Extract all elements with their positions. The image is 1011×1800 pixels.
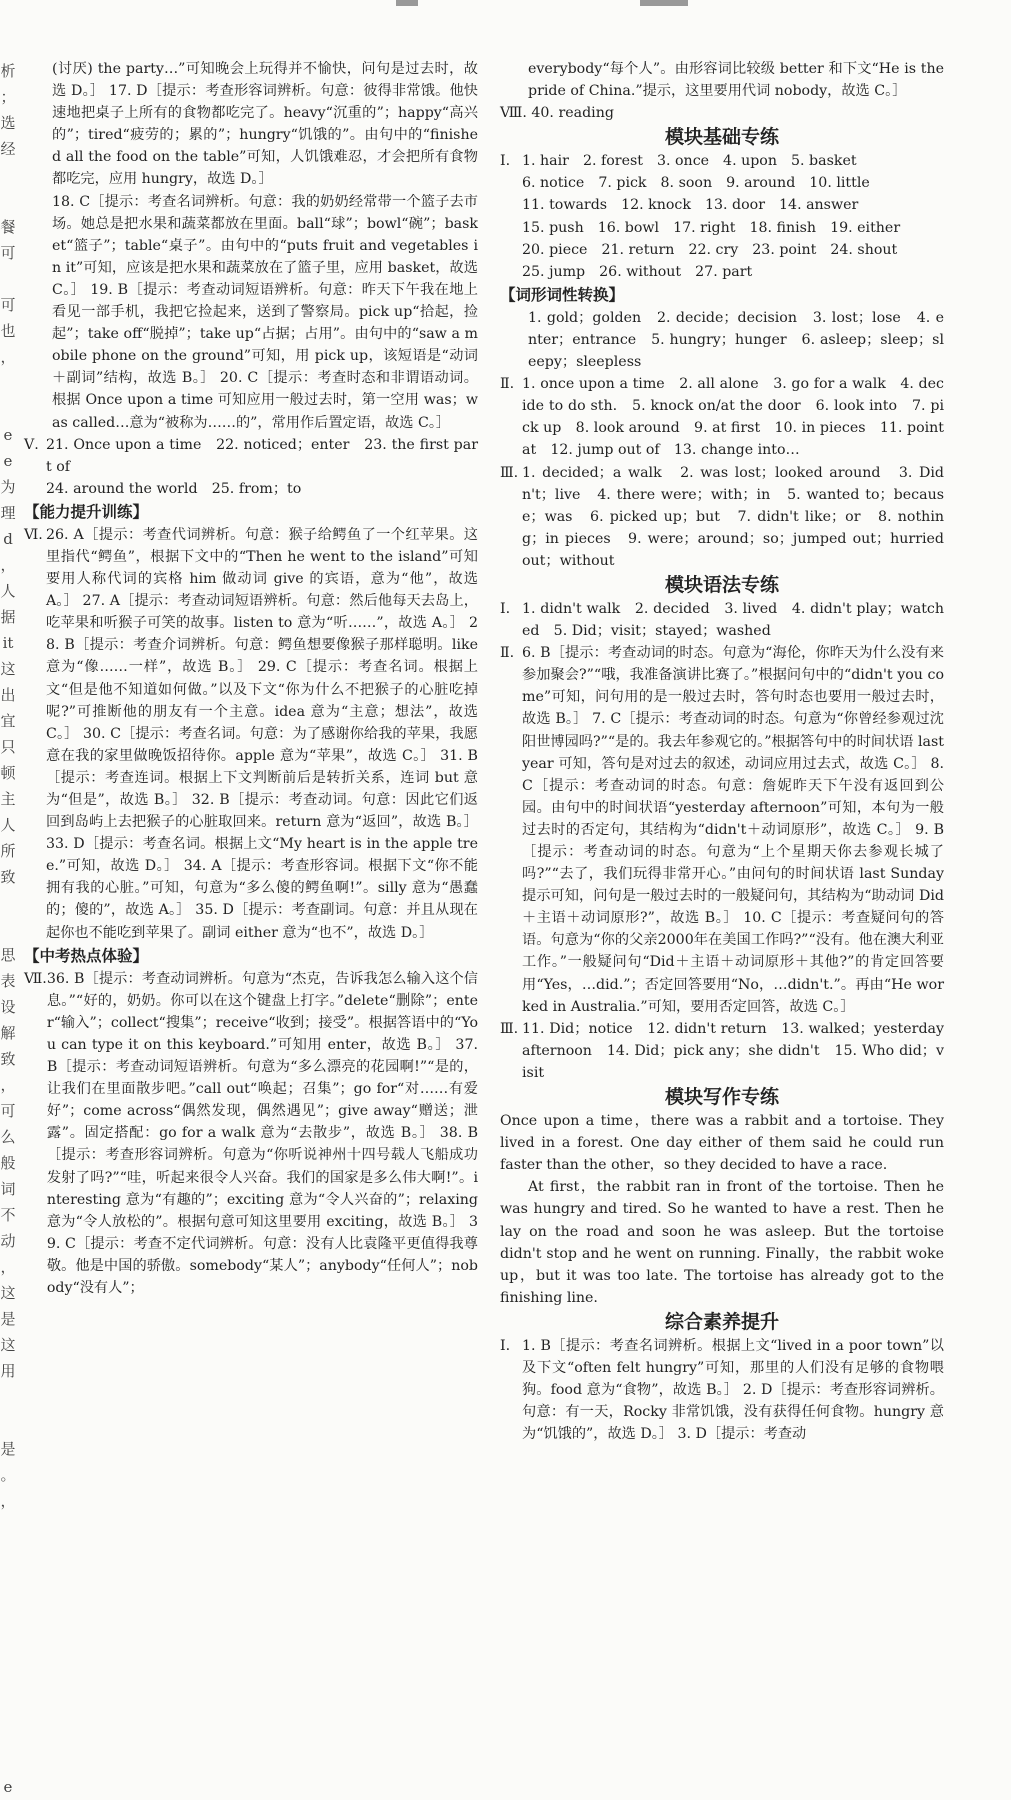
section-number: Ⅰ. [500,600,511,617]
edge-fragment: 动 [0,1232,16,1250]
vocab-item: 18. finish [749,219,817,236]
section-number: Ⅱ. [500,645,515,662]
vocab-item: 3. once [656,153,710,170]
vocab-item: 15. push [522,219,584,236]
edge-fragment [0,396,16,422]
answer-paragraph: (讨厌) the party…”可知晚会上玩得并不愉快，问句是过去时，故选 D。］ 17. D［提示：考查形容词辨析。句意：彼得非常饿。他快速地把桌子上所有的食物都吃完了。heavy“沉重的”；happy“高兴的”；tired“疲劳的；累的”；hungry“饥饿的”。由句中的“finished all the food on the table”可知，人饥饿难忍，才会把所有食物都吃完，应用 hungry，故选 D。］ [52,61,478,188]
edge-fragment: 用 [0,1362,16,1380]
section-heading: 【词形词性转换】 [500,284,625,304]
section-title: 综合素养提升 [664,1310,779,1333]
vocab-item: 2. forest [582,153,643,170]
edge-fragment: 理 [0,504,16,522]
vocab-item: 22. cry [688,241,739,258]
edge-fragment [0,188,16,214]
edge-fragment: 设 [0,998,16,1016]
section-iii [500,462,944,572]
answer-paragraph: 11. Did；notice 12. didn't return 13. walked；yesterday afternoon 14. Did；pick any；she didn't 15. Who did；visit [522,1020,944,1081]
edge-fragment: ， [0,556,16,574]
top-crop-mark [640,0,688,6]
section-number: Ⅲ. [500,464,519,481]
answer-paragraph: 1. didn't walk 2. decided 3. lived 4. didn't play；watched 5. Did；visit；stayed；washed [522,600,944,640]
edge-fragment [0,916,16,942]
edge-fragment: 这 [0,1336,16,1354]
edge-fragment: 可 [0,296,16,314]
edge-fragment: 是 [0,1440,16,1458]
vocab-item: 25. jump [522,263,586,280]
answer-paragraph: 1. decided；a walk 2. was lost；looked around 3. Didn't；live 4. there were；with；in 5. wanted to；because；was 6. picked up；but 7. didn't like；or 8. nothing；in pieces 9. were；around；so；jumped out；hurried out；without [522,464,944,569]
edge-fragment [0,1566,16,1592]
answer-paragraph: 1. B［提示：考查名词辨析。根据上文“lived in a poor town”以及下文“often felt hungry”可知，那里的人们没有足够的食物喂狗。food 意为“食物”，故选 B。］ 2. D［提示：考查形容词辨析。句意：有一天，Rocky 非常饥饿，没有获得任何食物。hungry 意为“饥饿的”，故选 D。］ 3. D［提示：考查动 [522,1337,944,1443]
left-column [24,58,478,1299]
vocab-item: 24. shout [830,241,898,258]
vocab-item: 12. knock [621,197,691,214]
vocab-item: 1. hair [522,153,569,170]
edge-fragment: 致 [0,1050,16,1068]
edge-fragment [0,1410,16,1436]
section-title: 模块基础专练 [664,126,779,149]
edge-fragment [0,370,16,396]
edge-fragment: 也 [0,322,16,340]
edge-fragment [0,1540,16,1566]
edge-fragment: 为 [0,478,16,496]
edge-fragment: 是 [0,1310,16,1328]
comprehensive-i [500,1335,944,1445]
section-vi [24,524,478,944]
edge-fragment [0,890,16,916]
edge-fragment [0,1644,16,1670]
section-number: Ⅶ. [24,970,47,987]
vocab-item: 4. upon [723,153,777,170]
edge-fragment: it [2,634,14,652]
vocab-list [522,150,944,283]
vocab-item: 7. pick [598,175,647,192]
edge-fragment [0,162,16,188]
edge-fragment: 。 [0,1466,16,1484]
section-number: Ⅲ. [500,1020,519,1037]
edge-fragment: 所 [0,842,16,860]
edge-fragment: 主 [0,790,16,808]
vocab-item: 11. towards [522,197,608,214]
edge-fragment: 解 [0,1024,16,1042]
answer-paragraph: 1. once upon a time 2. all alone 3. go for a walk 4. decide to do sth. 5. knock on/at the door 6. look into 7. pick up 8. look around 9. at first 10. in pieces 11. point at 12. jump out of 13. change into… [522,376,944,459]
edge-fragment: 不 [0,1206,16,1224]
section-number: Ⅴ. [24,436,39,453]
section-number: Ⅰ. [500,153,511,170]
answer-paragraph: everybody“每个人”。由形容词比较级 better 和下文“He is the pride of China.”提示，这里要用代词 nobody，故选 C。］ [528,61,944,100]
vocab-item: 23. point [752,241,817,258]
section-heading: 【中考热点体验】 [24,945,149,965]
edge-fragment [0,1670,16,1696]
edge-fragment: ， [0,1076,16,1094]
edge-fragment: 只 [0,738,16,756]
section-vii [24,968,478,1299]
vocab-item: 9. around [726,175,796,192]
edge-fragment: 顿 [0,764,16,782]
vocab-item: 13. door [704,197,766,214]
answer-line: 21. Once upon a time 22. noticed；enter 23. the first part of [46,436,478,475]
right-column [500,58,944,1445]
edge-fragment: 据 [0,608,16,626]
section-heading: 【能力提升训练】 [24,501,149,521]
edge-fragment: ， [0,348,16,366]
edge-fragment: 可 [0,1102,16,1120]
edge-fragment: d [3,530,13,548]
edge-fragment: 表 [0,972,16,990]
edge-fragment: e [3,1778,13,1796]
edge-fragment [0,1722,16,1748]
top-crop-mark [396,0,418,6]
grammar-i [500,598,944,642]
essay-paragraph: At first，the rabbit ran in front of the tortoise. Then he was hungry and tired. So he wanted to have a rest. Then he lay on the road and soon he was asleep. But the tortoise didn't stop and he went on running. Finally，the rabbit woke up，but it was too late. The tortoise has already got to the finishing line. [500,1179,944,1306]
edge-fragment: 经 [0,140,16,158]
answer-paragraph: 36. B［提示：考查动词辨析。句意为“杰克，告诉我怎么输入这个信息。”“好的，奶奶。你可以在这个键盘上打字。”delete“删除”；enter“输入”；collect“搜集”；receive“收到；接受”。根据答语中的“You can type it on this keyboard.”可知用 enter，故选 B。］ 37. B［提示：考查动词短语辨析。句意为“多么漂亮的花园啊!”“是的，让我们在里面散步吧。”call out“唤起；召集”；go for“对……有爱好”；come across“偶然发现，偶然遇见”；give away“赠送；泄露”。固定搭配：go for a walk 意为“去散步”，故选 B。］ 38. B［提示：考查形容词辨析。句意为“你听说神州十四号载人飞船成功发射了吗?”“哇，听起来很令人兴奋。我们的国家是多么伟大啊!”。interesting 意为“有趣的”；exciting 意为“令人兴奋的”；relaxing 意为“令人放松的”。根据句意可知这里要用 exciting，故选 B。］ 39. C［提示：考查不定代词辨析。句意：没有人比袁隆平更值得我尊敬。他是中国的骄傲。somebody“某人”；anybody“任何人”；nobody“没有人”； [46,970,478,1296]
edge-fragment: 般 [0,1154,16,1172]
edge-fragment: 致 [0,868,16,886]
edge-fragment: 析 [0,62,16,80]
vocab-item: 21. return [601,241,675,258]
edge-fragment: 么 [0,1128,16,1146]
edge-fragment [0,1618,16,1644]
edge-fragment [0,1514,16,1540]
edge-fragment: 选 [0,114,16,132]
edge-fragment: ； [0,88,16,106]
edge-fragment [0,1696,16,1722]
edge-fragment [0,1592,16,1618]
grammar-ii [500,642,944,1018]
edge-fragment: ， [0,1258,16,1276]
vocab-item: 14. answer [779,197,859,214]
edge-fragment: 词 [0,1180,16,1198]
vocab-item: 27. part [695,263,753,280]
vocab-item: 16. bowl [597,219,660,236]
answer-paragraph: 26. A［提示：考查代词辨析。句意：猴子给鳄鱼了一个红苹果。这里指代“鳄鱼”，根据下文中的“Then he went to the island”可知要用人称代词的宾格 him 做动词 give 的宾语，意为“他”，故选 A。］ 27. A［提示：考查动词短语辨析。句意：然后他每天去岛上，吃苹果和听猴子可笑的故事。listen to 意为“听……”，故选 A。］ 28. B［提示：考查介词辨析。句意：鳄鱼想要像猴子那样聪明。like 意为“像……一样”，故选 B。］ 29. C［提示：考查名词。根据上文“但是他不知道如何做。”以及下文“你为什么不把猴子的心脏吃掉呢?”可推断他的朋友有一个主意。idea 意为“主意；想法”，故选 C。］ 30. C［提示：考查名词。句意：为了感谢你给我的苹果，我愿意在我的家里做晚饭招待你。apple 意为“苹果”，故选 C。］ 31. B［提示：考查连词。根据上下文判断前后是转折关系，连词 but 意为“但是”，故选 B。］ 32. B［提示：考查动词。句意：因此它们返回到岛屿上去把猴子的心脏取回来。return 意为“返回”，故选 B。］ 33. D［提示：考查名词。根据上文“My heart is in the apple tree.”可知，故选 D。］ 34. A［提示：考查形容词。根据下文“你不能拥有我的心脏。”可知，句意为“多么傻的鳄鱼啊!”。silly 意为“愚蠢的；傻的”，故选 A。］ 35. D［提示：考查副词。句意：并且从现在起你也不能吃到苹果了。副词 either 意为“也不”，故选 D。］ [46,526,478,941]
section-viii: Ⅷ. 40. reading [500,105,614,122]
vocab-item: 17. right [673,219,736,236]
answer-paragraph: 18. C［提示：考查名词辨析。句意：我的奶奶经常带一个篮子去市场。她总是把水果和蔬菜都放在里面。ball“球”；bowl“碗”；basket“篮子”；table“桌子”。由句中的“puts fruit and vegetables in it”可知，应该是把水果和蔬菜放在了篮子里，应用 basket，故选 C。］ 19. B［提示：考查动词短语辨析。句意：昨天下午我在地上看见一部手机，我把它捡起来，送到了警察局。pick up“拾起，捡起”；take off“脱掉”；take up“占据；占用”。由句中的“saw a mobile phone on the ground”可知，用 pick up，该短语是“动词＋副词”结构，故选 B。］ 20. C［提示：考查时态和非谓语动词。根据 Once upon a time 可知应用一般过去时，第一空用 was；was called…意为“被称为……的”，常用作后置定语，故选 C。］ [52,193,478,431]
edge-fragment: e [3,426,13,444]
essay-paragraph: Once upon a time，there was a rabbit and a tortoise. They lived in a forest. One day either of them said he could run faster than the other，so they decided to have a race. [500,1113,944,1174]
grammar-iii [500,1018,944,1084]
edge-fragment: 人 [0,816,16,834]
edge-fragment [0,1748,16,1774]
writing-sample [500,1110,944,1309]
edge-fragment: 这 [0,660,16,678]
edge-fragment: e [3,452,13,470]
edge-fragment: 宜 [0,712,16,730]
answer-paragraph: 6. B［提示：考查动词的时态。句意为“海伦，你昨天为什么没有来参加聚会?”“哦，我准备演讲比赛了。”根据问句中的“didn't you come”可知，问句用的是一般过去时，答句时态也要用一般过去时，故选 B。］ 7. C［提示：考查动词的时态。句意为“你曾经参观过沈阳世博园吗?”“是的。我去年参观它的。”根据答句中的时间状语 last year 可知，答句是对过去的叙述，动词应用过去式，故选 C。］ 8. C［提示：考查动词的时态。句意：詹妮昨天下午没有返回到公园。由句中的时间状语“yesterday afternoon”可知，本句为一般过去时的否定句，其结构为“didn't＋动词原形”，故选 C。］ 9. B［提示：考查动词的时态。句意为“上个星期天你去参观长城了吗?”“去了，我们玩得非常开心。”由问句的时间状语 last Sunday 提示可知，问句是一般过去时的一般疑问句，其结构为“助动词 Did＋主语＋动词原形?”，故选 B。］ 10. C［提示：考查疑问句的答语。句意为“你的父亲2000年在美国工作吗?”“没有。他在澳大利亚工作。”一般疑问句“Did＋主语＋动词原形＋其他?”的肯定回答要用“Yes，…did.”；否定回答要用“No，…didn't.”。再由“He worked in Australia.”可知，要用否定回答，故选 C。］ [522,645,944,1015]
vocab-item: 10. little [809,175,870,192]
left-edge-fragments [0,58,16,1796]
vocab-item: 20. piece [522,241,588,258]
answer-line: 24. around the world 25. from；to [46,480,302,497]
section-number: Ⅰ. [500,1337,511,1354]
section-number: Ⅱ. [500,376,515,393]
edge-fragment: 思 [0,946,16,964]
edge-fragment: 餐 [0,218,16,236]
section-title: 模块语法专练 [664,573,779,596]
vocab-item: 8. soon [660,175,713,192]
section-v [24,434,478,500]
vocab-item: 6. notice [522,175,585,192]
vocab-item: 19. either [830,219,901,236]
edge-fragment: ， [0,1492,16,1510]
edge-fragment: 出 [0,686,16,704]
vocab-item: 5. basket [791,153,857,170]
edge-fragment: 这 [0,1284,16,1302]
edge-fragment: 可 [0,244,16,262]
edge-fragment [0,1384,16,1410]
section-ii [500,373,944,461]
edge-fragment: 人 [0,582,16,600]
section-number: Ⅵ. [24,526,43,543]
edge-fragment [0,266,16,292]
word-form-answers: 1. gold；golden 2. decide；decision 3. lost；lose 4. enter；entrance 5. hungry；hunger 6. asleep；sleep；sleepy；sleepless [528,309,944,371]
vocab-item: 26. without [599,263,682,280]
section-title: 模块写作专练 [664,1086,779,1109]
section-i-vocab [500,150,944,283]
